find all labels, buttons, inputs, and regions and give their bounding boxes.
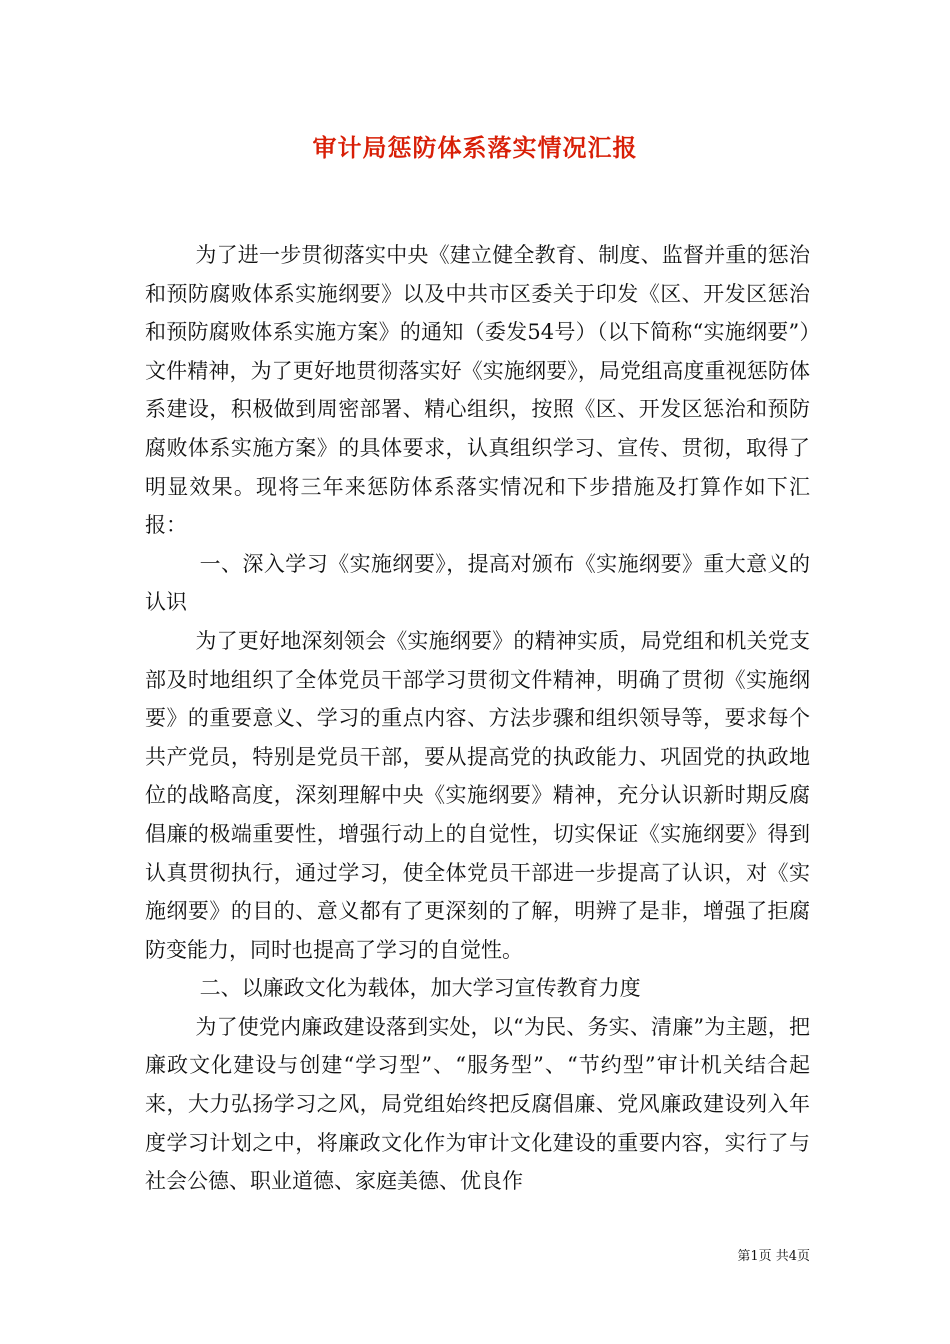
document-title: 审计局惩防体系落实情况汇报 [312,133,638,162]
section-heading-1: 一、深入学习《实施纲要》，提高对颁布《实施纲要》重大意义的认识 [145,551,810,615]
page-number: 第1页 共4页 [737,1249,810,1264]
intro-paragraph: 为了进一步贯彻落实中央《建立健全教育、制度、监督并重的惩治和预防腐败体系实施纲要》以及中共市区委关于印发《区、开发区惩治和预防腐败体系实施方案》的通知（委发54号）（以下简称“实施纲要”）文件精神，为了更好地贯彻落实好《实施纲要》，局党组高度重视惩防体系建设，积极做到周密部署、精心组织，按照《区、开发区惩治和预防腐败体系实施方案》的具体要求，认真组织学习、宣传、贯彻，取得了明显效果。现将三年来惩防体系落实情况和下步措施及打算作如下汇报： [145,243,810,538]
section-paragraph-2: 为了使党内廉政建设落到实处，以“为民、务实、清廉”为主题，把廉政文化建设与创建“学习型”、“服务型”、“节约型”审计机关结合起来，大力弘扬学习之风，局党组始终把反腐倡廉、党风廉政建设列入年度学习计划之中，将廉政文化作为审计文化建设的重要内容，实行了与社会公德、职业道德、家庭美德、优良作 [145,1014,810,1194]
document-body [145,236,810,1201]
section-paragraph-1: 为了更好地深刻领会《实施纲要》的精神实质，局党组和机关党支部及时地组织了全体党员干部学习贯彻文件精神，明确了贯彻《实施纲要》的重要意义、学习的重点内容、方法步骤和组织领导等，要求每个共产党员，特别是党员干部，要从提高党的执政能力、巩固党的执政地位的战略高度，深刻理解中央《实施纲要》精神，充分认识新时期反腐倡廉的极端重要性，增强行动上的自觉性，切实保证《实施纲要》得到认真贯彻执行，通过学习，使全体党员干部进一步提高了认识，对《实施纲要》的目的、意义都有了更深刻的了解，明辨了是非，增强了拒腐防变能力，同时也提高了学习的自觉性。 [145,628,810,962]
section-heading-2: 二、以廉政文化为载体，加大学习宣传教育力度 [199,976,641,1001]
